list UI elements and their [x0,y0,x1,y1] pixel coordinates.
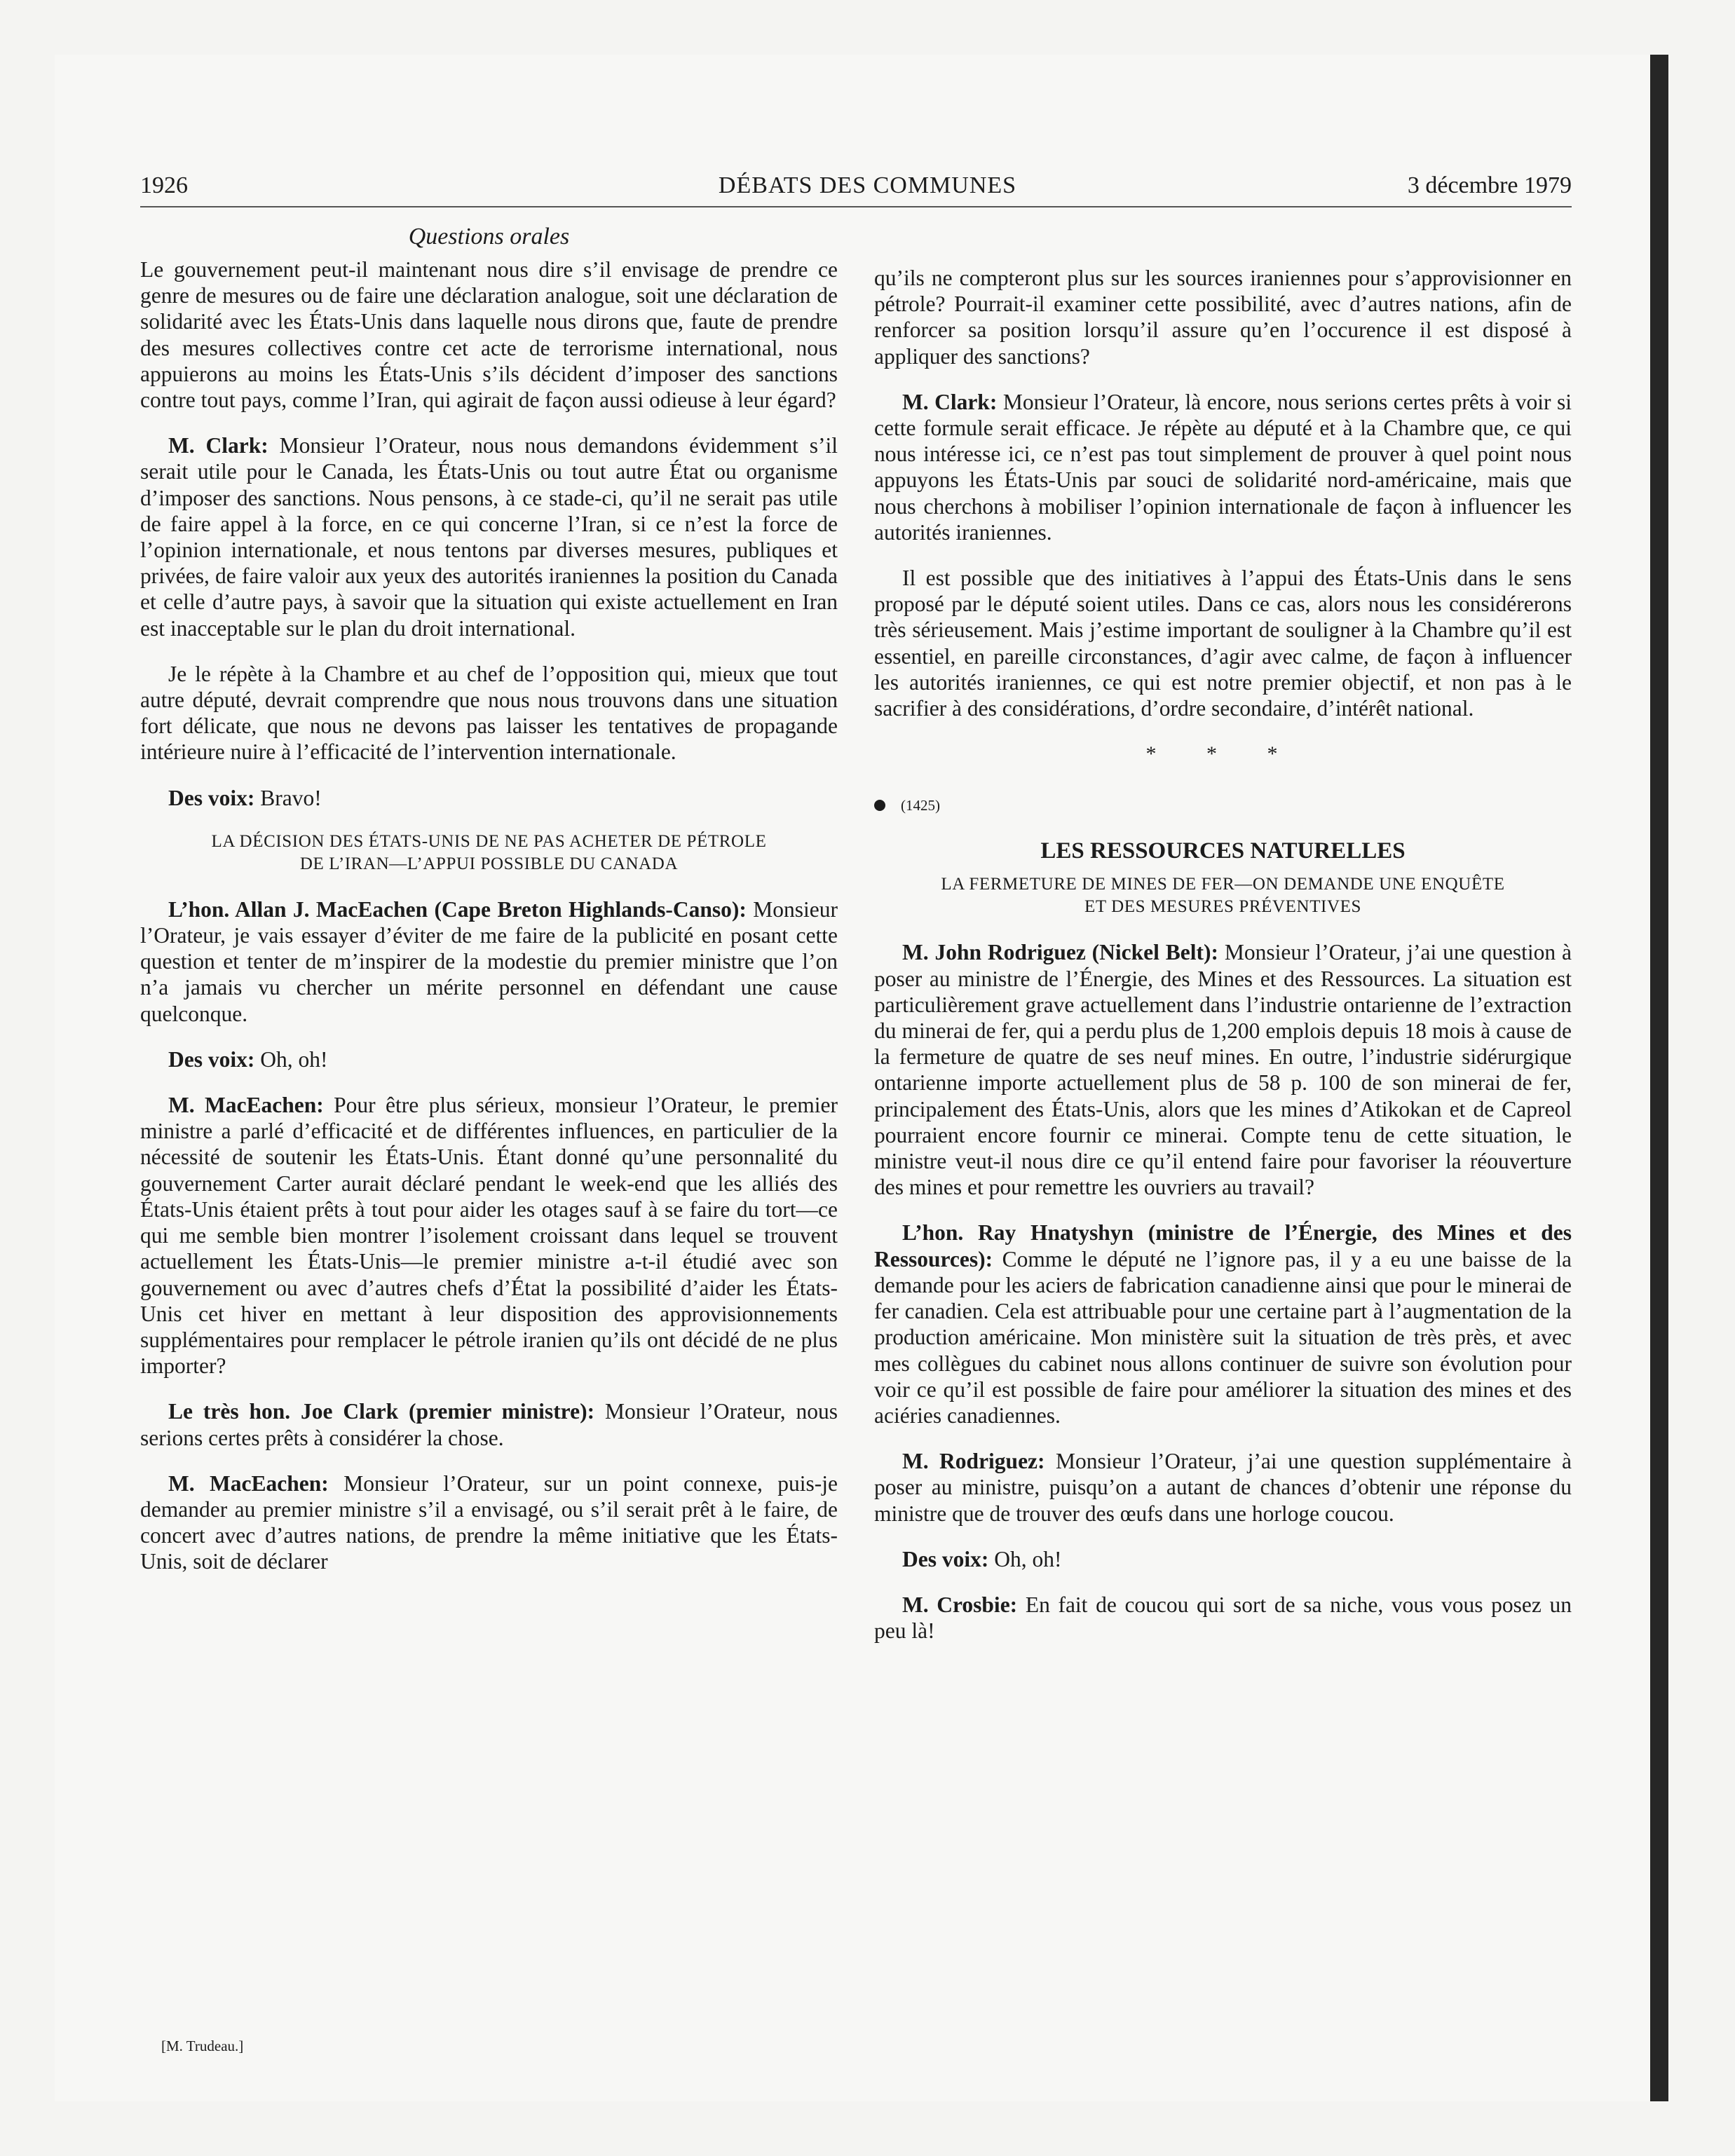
speaker-reference: [M. Trudeau.] [161,2038,244,2054]
paragraph: M. Clark: Monsieur l’Orateur, nous nous demandons évidemment s’il serait utile pour le Canada, les États-Unis ou tout autre État ou organisme d’imposer des sanctions. Nous pensons, à ce stade-ci, qu’il ne serait pas utile de faire appel à la force, en ce qui concerne l’Iran, si ce n’est la force de l’opinion internationale, et nous tentons par diverses mesures, publiques et privées, de faire valoir aux yeux des autorités iraniennes la position du Canada et celle d’autre pays, à savoir que la situation qui existe actuellement en Iran est inacceptable sur le plan du droit international. [140,433,838,641]
paragraph: M. MacEachen: Pour être plus sérieux, monsieur l’Orateur, le premier ministre a parlé d’efficacité et de différentes influences, en particulier de la nécessité de soutenir les États-Unis. Étant donné qu’une personnalité du gouvernement Carter aurait déclaré pendant le week-end que les alliés des États-Unis étaient prêts à tout pour aider les otages sauf à se faire du tort—ce qui me semble bien montrer l’isolement croissant dans lequel se trouvent actuellement les États-Unis—le premier ministre a-t-il étudié avec son gouvernement ou avec d’autres chefs d’État la possibilité d’aider les États-Unis cet hiver en mettant à leur disposition des approvisionnements supplémentaires pour remplacer le pétrole iranien qu’ils ont décidé de ne plus importer? [140,1093,838,1379]
topic-heading: LES RESSOURCES NATURELLES [1040,838,1406,864]
paragraph: L’hon. Ray Hnatyshyn (ministre de l’Énergie, des Mines et des Ressources): Comme le député ne l’ignore pas, il y a eu une baisse de la demande pour les aciers de fabrication canadienne ainsi que pour le minerai de fer canadien. Cela est attribuable pour une certaine part à l’augmentation de la production américaine. Mon ministère suit la situation de très près, et avec mes collègues du cabinet nous allons continuer de suivre son évolution pour voir ce qu’il est possible de faire pour améliorer la situation des mines et des aciéries canadiennes. [874,1220,1572,1428]
paragraph: Des voix: Bravo! [168,785,322,810]
paragraph: M. Rodriguez: Monsieur l’Orateur, j’ai une question supplémentaire à poser au ministre, puisqu’on a autant de chances d’obtenir une réponse du ministre que de trouver des œufs dans une horloge coucou. [874,1449,1572,1526]
speaker-name: M. Clark: [902,389,998,414]
paragraph: M. John Rodriguez (Nickel Belt): Monsieur l’Orateur, j’ai une question à poser au ministre de l’Énergie, des Mines et des Ressources. La situation est particulièrement grave actuellement dans l’industrie ontarienne de l’extraction du minerai de fer, qui a perdu plus de 1,200 emplois depuis 18 mois à cause de la fermeture de quatre de ses neuf mines. En outre, l’industrie sidérurgique ontarienne importe actuellement plus de 58 p. 100 de son minerai de fer, principalement des États-Unis, alors que les mines d’Atikokan et de Capreol pourraient encore fournir ce minerai. Compte tenu de cette situation, le ministre veut-il nous dire ce qu’il entend faire pour favoriser la réouverture des mines et pour remettre les ouvriers au travail? [874,940,1572,1200]
speaker-name: M. Crosbie: [902,1592,1018,1617]
subheading: LA FERMETURE DE MINES DE FER—ON DEMANDE UNE ENQUÊTE ET DES MESURES PRÉVENTIVES [941,875,1505,917]
publication-title: DÉBATS DES COMMUNES [718,172,1017,198]
paragraph: M. Crosbie: En fait de coucou qui sort de sa niche, vous vous posez un peu là! [874,1592,1572,1644]
paragraph: Il est possible que des initiatives à l’appui des États-Unis dans le sens proposé par le député soient utiles. Dans ce cas, alors nous les considérerons très sérieusement. Mais j’estime important de souligner à la Chambre qu’il est essentiel, en pareille circonstances, d’agir avec calme, de façon à influencer les autorités iraniennes, ce qui est notre premier objectif, et non pas à le sacrifier à des considérations, d’ordre secondaire, d’intérêt national. [874,566,1572,721]
speaker-name: M. Rodriguez: [902,1449,1045,1474]
paragraph: Le très hon. Joe Clark (premier ministre): Monsieur l’Orateur, nous serions certes prêts à considérer la chose. [140,1399,838,1450]
right-column [874,265,1572,1663]
speaker-name: M. MacEachen: [168,1471,329,1496]
timestamp: (1425) [874,795,1572,816]
speaker-name: M. Clark: [168,433,268,458]
speaker-name: Des voix: [168,785,255,810]
section-header: Questions orales [408,224,570,250]
paragraph: Des voix: Oh, oh! [168,1046,328,1072]
issue-date: 3 décembre 1979 [1407,172,1572,198]
page-number: 1926 [140,172,188,198]
left-column [140,223,838,1595]
speaker-name: M. MacEachen: [168,1093,324,1118]
speaker-name: Des voix: [902,1546,989,1571]
paragraph: M. Clark: Monsieur l’Orateur, là encore, nous serions certes prêts à voir si cette formule serait efficace. Je répète au député et à la Chambre que, ce qui nous intéresse ici, ce n’est pas tout simplement de prouver à quel point nous appuyons les États-Unis par souci de solidarité nord-américaine, mais que nous cherchons à mobiliser l’opinion internationale de façon à influencer les autorités iraniennes. [874,389,1572,545]
speaker-name: Le très hon. Joe Clark (premier ministre): [168,1399,595,1424]
paragraph: Je le répète à la Chambre et au chef de l’opposition qui, mieux que tout autre député, devrait comprendre que nous nous trouvons dans une situation fort délicate, que nous ne devons pas laisser les tentatives de propagande intérieure nuire à l’efficacité de l’intervention internationale. [140,661,838,765]
paragraph: Le gouvernement peut-il maintenant nous dire s’il envisage de prendre ce genre de mesures ou de faire une déclaration analogue, soit une déclaration de solidarité avec les États-Unis dans laquelle nous dirons que, faute de prendre des mesures collectives contre cet acte de terrorisme international, nous appuierons au moins les États-Unis s’ils décident d’imposer des sanctions contre tout pays, comme l’Iran, qui agirait de façon aussi odieuse à leur égard? [140,257,838,413]
speaker-name: L’hon. Allan J. MacEachen (Cape Breton Highlands-Canso): [168,896,747,922]
paragraph: qu’ils ne compteront plus sur les sources iraniennes pour s’approvisionner en pétrole? Pourrait-il examiner cette possibilité, avec d’autres nations, afin de renforcer sa position lorsqu’il assure qu’en l’occurence il est disposé à appliquer des sanctions? [874,266,1572,369]
speaker-name: Des voix: [168,1046,255,1072]
speaker-name: L’hon. Ray Hnatyshyn (ministre de l’Énergie, des Mines et des Ressources): [874,1220,1572,1271]
paragraph: L’hon. Allan J. MacEachen (Cape Breton Highlands-Canso): Monsieur l’Orateur, je vais essayer d’éviter de me faire de la publicité en posant cette question et tenter de m’inspirer de la modestie du premier ministre que l’on n’a jamais vu chercher un mérite personnel en défendant une cause quelconque. [140,896,838,1026]
header-rule [140,206,1572,207]
subheading: LA DÉCISION DES ÉTATS-UNIS DE NE PAS ACHETER DE PÉTROLE DE L’IRAN—L’APPUI POSSIBLE DU CANADA [211,831,767,873]
speaker-name: M. John Rodriguez (Nickel Belt): [902,940,1218,965]
paragraph: Des voix: Oh, oh! [902,1546,1062,1571]
paragraph: M. MacEachen: Monsieur l’Orateur, sur un point connexe, puis-je demander au premier ministre s’il a envisagé, ou s’il serait prêt à le faire, de concert avec d’autres nations, de prendre la même initiative que les États-Unis, soit de déclarer [140,1471,838,1574]
section-separator: * * * [1145,742,1300,766]
bullet-icon [874,800,885,811]
